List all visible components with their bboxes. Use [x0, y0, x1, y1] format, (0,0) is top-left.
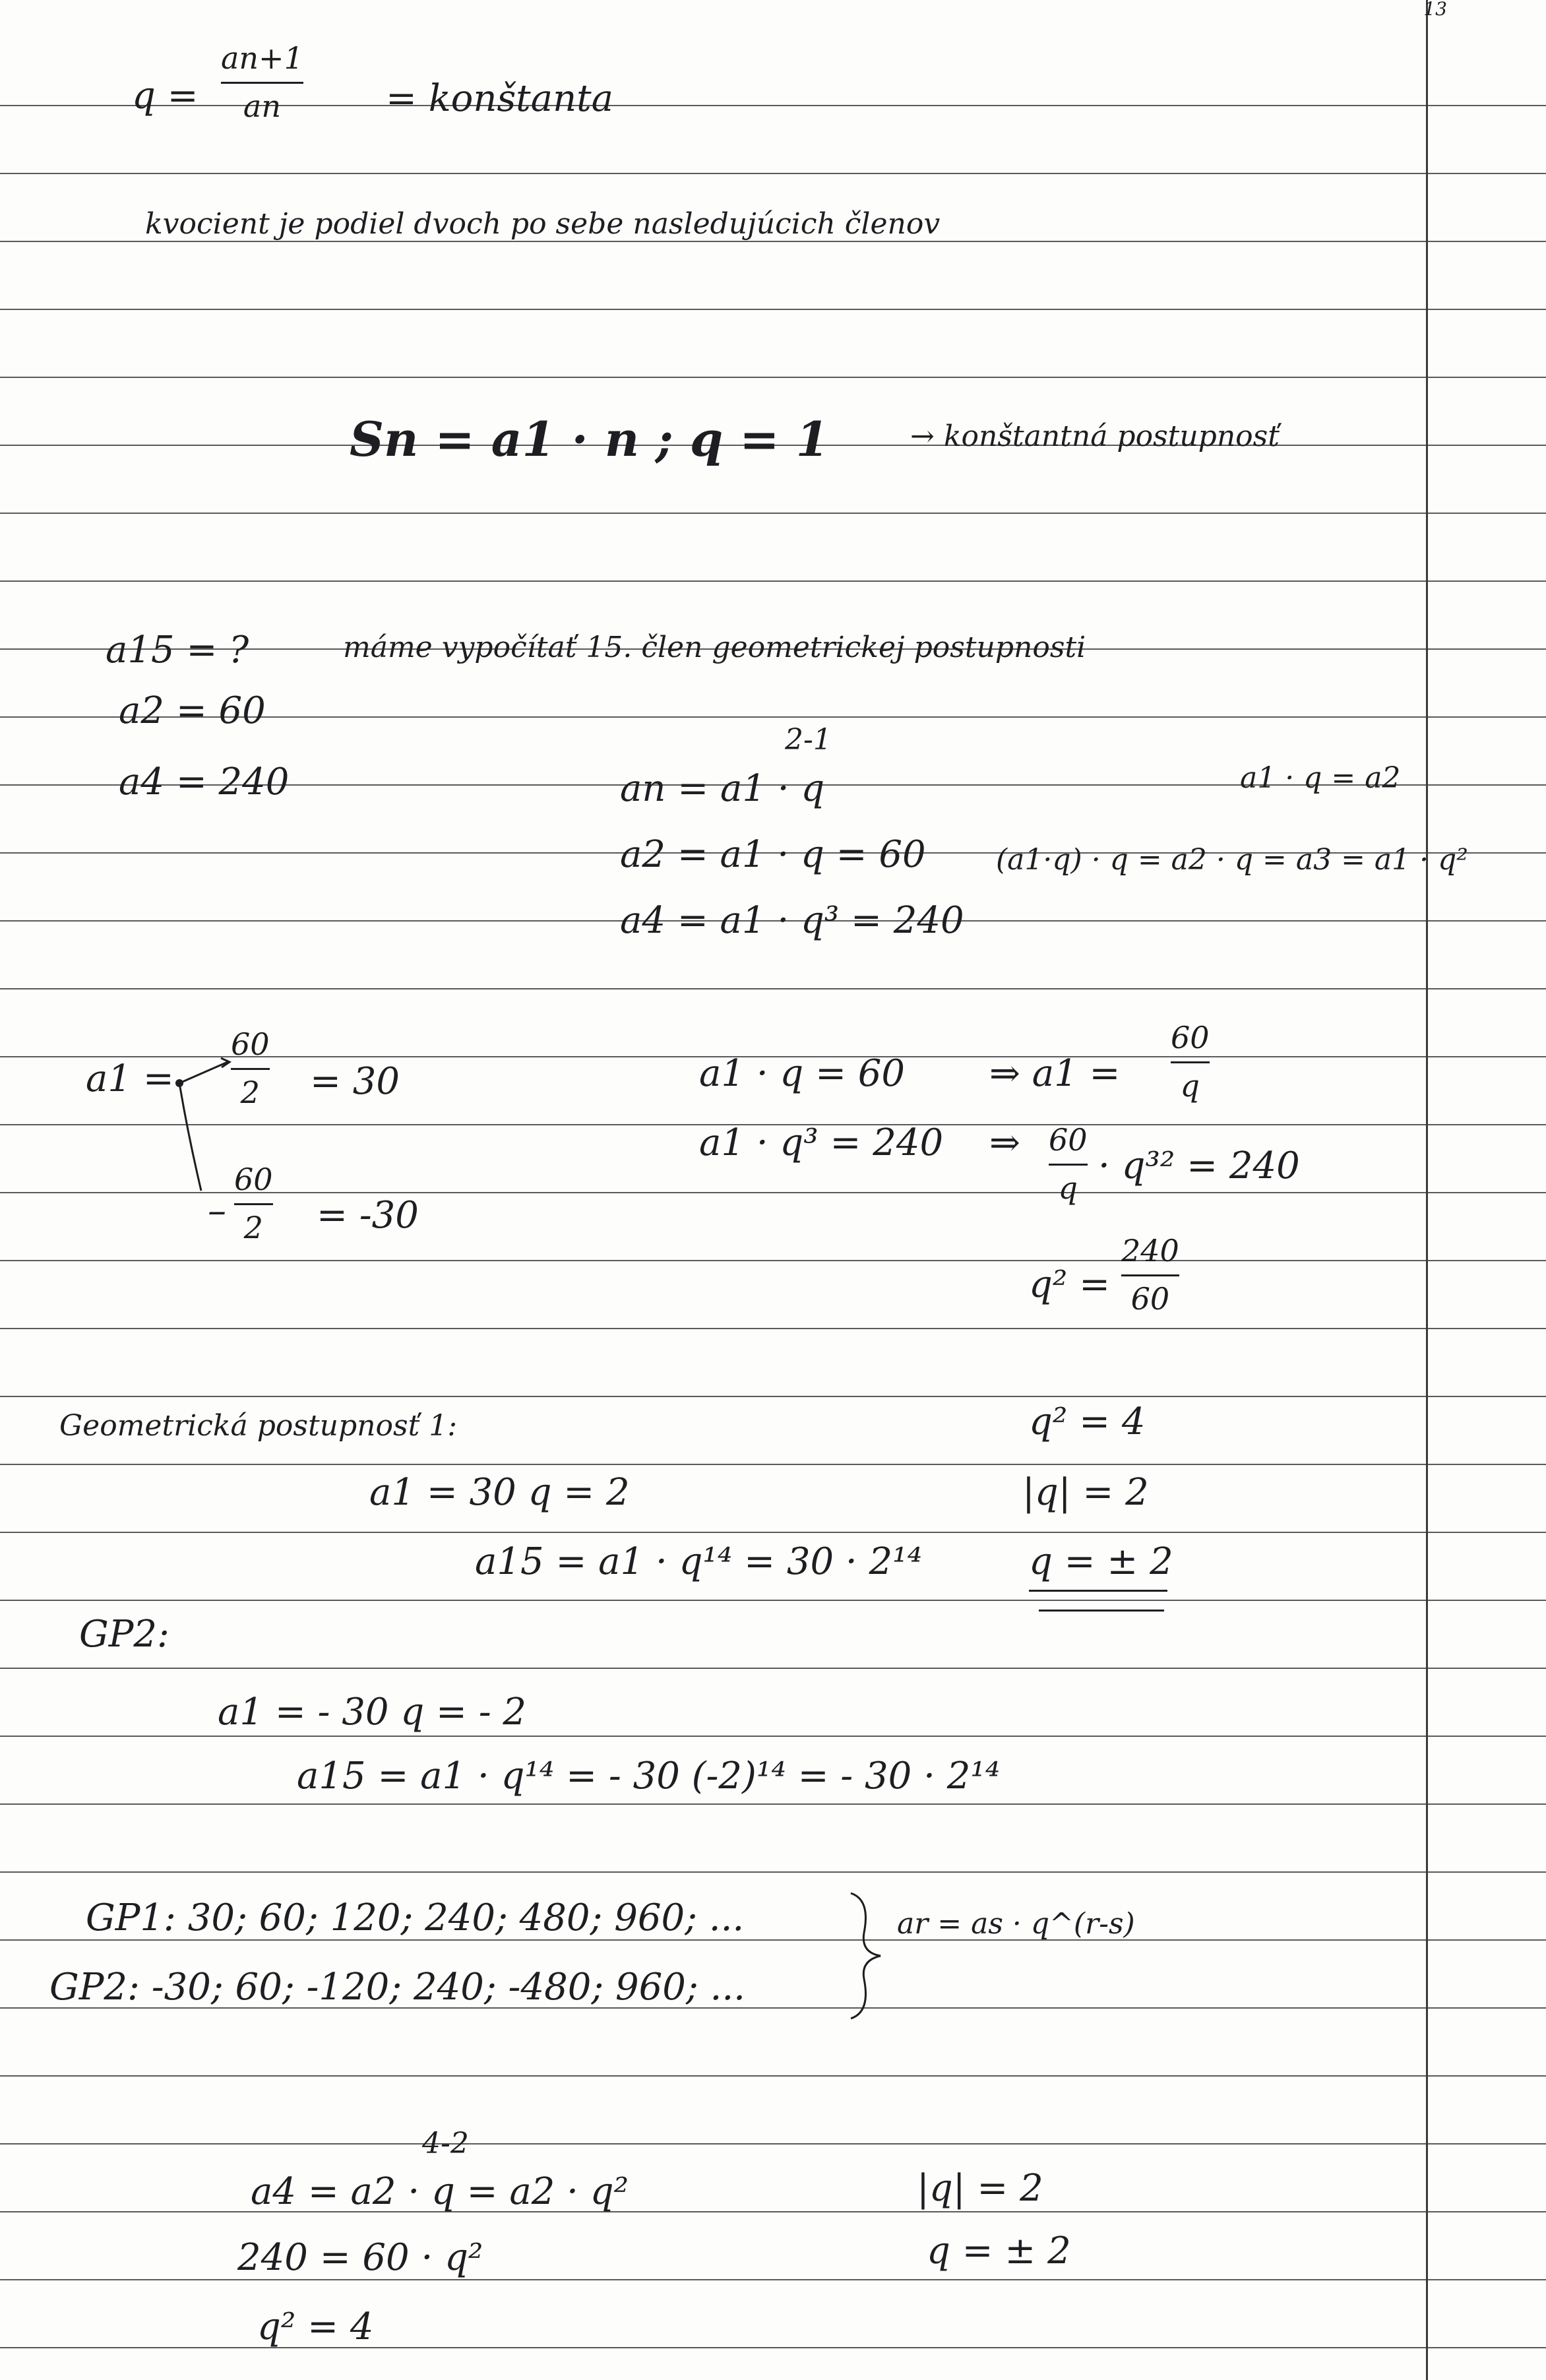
gp2-a15: a15 = a1 · q¹⁴ = - 30 (-2)¹⁴ = - 30 · 2¹⁴ — [297, 1755, 1001, 1798]
a4-formula: a4 = a1 · q³ = 240 — [620, 899, 964, 942]
page-number: 13 — [1423, 0, 1447, 20]
system-eq1: a1 · q = 60 — [699, 1052, 906, 1095]
a1-negative-sign: – — [208, 1189, 226, 1232]
general-formula: ar = as · q^(r-s) — [897, 1907, 1135, 1941]
system-eq2-tail: · q³² = 240 — [1098, 1144, 1300, 1187]
gp2-heading: GP2: — [79, 1613, 170, 1656]
ratio-numerator: an+1 — [221, 40, 303, 76]
a1-negative-value: = -30 — [317, 1194, 419, 1237]
system-eq1-numerator: 60 — [1171, 1020, 1210, 1055]
system-eq2-denominator: q — [1058, 1170, 1078, 1206]
gp1-sequence: GP1: 30; 60; 120; 240; 480; 960; ... — [86, 1896, 745, 1939]
gp2-sequence: GP2: -30; 60; -120; 240; -480; 960; ... — [49, 1966, 745, 2009]
gp1-heading: Geometrická postupnosť 1: — [59, 1409, 458, 1443]
q-plus-minus: q = ± 2 — [1029, 1540, 1173, 1583]
q-squared-final: q² = 4 — [257, 2305, 374, 2348]
gp1-a15: a15 = a1 · q¹⁴ = 30 · 2¹⁴ — [475, 1540, 923, 1583]
quotient-definition: kvocient je podiel dvoch po sebe nasledujúcich členov — [145, 207, 941, 241]
a4-via-a2: a4 = a2 · q = a2 · q² — [251, 2170, 629, 2213]
system-eq1-denominator: q — [1180, 1067, 1200, 1104]
system-eq2-numerator: 60 — [1049, 1122, 1088, 1158]
a1-fraction-denominator-2: 2 — [243, 1209, 263, 1245]
a1-fraction-numerator: 60 — [231, 1026, 270, 1062]
equation-240: 240 = 60 · q² — [237, 2236, 483, 2279]
abs-q-final: |q| = 2 — [917, 2167, 1043, 2210]
an-formula: an = a1 · q — [620, 767, 825, 810]
ratio-denominator: an — [243, 88, 281, 124]
ratio-rhs: = konštanta — [386, 77, 614, 120]
sn-formula: Sn = a1 · n ; q = 1 — [350, 411, 829, 467]
side-chain: (a1·q) · q = a2 · q = a3 = a1 · q² — [996, 843, 1468, 877]
a4-value: a4 = 240 — [119, 761, 290, 803]
a2-formula: a2 = a1 · q = 60 — [620, 833, 926, 876]
q-squared-numerator: 240 — [1121, 1233, 1179, 1268]
gp2-a1-and-q: a1 = - 30 q = - 2 — [218, 1691, 527, 1734]
gp1-a1-and-q: a1 = 30 q = 2 — [369, 1471, 630, 1514]
a15-task: máme vypočítať 15. člen geometrickej postupnosti — [343, 631, 1086, 664]
q-squared-equals-4: q² = 4 — [1029, 1400, 1146, 1443]
q-squared-denominator: 60 — [1130, 1280, 1170, 1317]
constant-sequence-note: → konštantná postupnosť — [910, 420, 1280, 453]
q-squared-label: q² = — [1029, 1263, 1111, 1306]
a2-value: a2 = 60 — [119, 689, 266, 732]
a15-unknown: a15 = ? — [106, 629, 249, 672]
system-eq2: a1 · q³ = 240 — [699, 1121, 944, 1164]
a1-fraction-numerator-2: 60 — [234, 1162, 273, 1197]
a1-positive-value: = 30 — [310, 1060, 400, 1103]
a1-fraction-denominator: 2 — [240, 1074, 260, 1110]
system-eq2-result: ⇒ — [989, 1121, 1020, 1164]
exponent-2-1: 2-1 — [785, 723, 832, 757]
q-plus-minus-final: q = ± 2 — [927, 2230, 1071, 2272]
abs-q: |q| = 2 — [1022, 1471, 1149, 1514]
system-eq1-result: ⇒ a1 = — [989, 1052, 1121, 1095]
ratio-q-label: q = — [132, 75, 199, 117]
exponent-4-2: 4-2 — [422, 2127, 469, 2160]
a1-label: a1 = — [86, 1057, 174, 1100]
side-a1q: a1 · q = a2 — [1240, 761, 1401, 795]
